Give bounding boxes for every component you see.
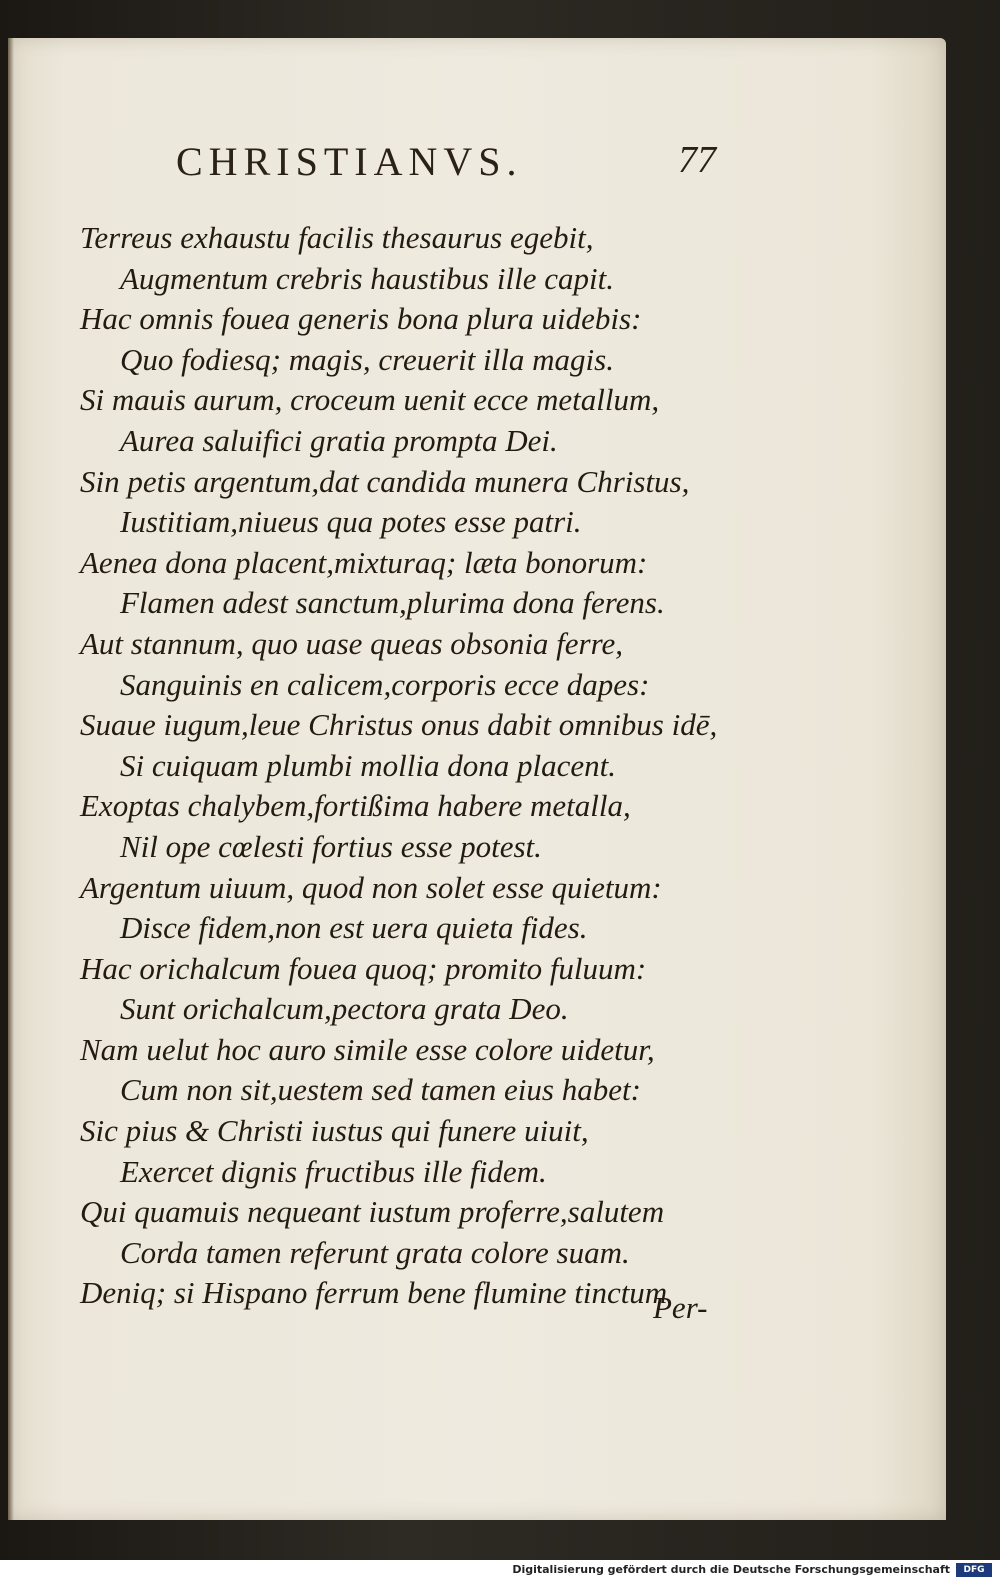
verse-line: Aurea saluifici gratia prompta Dei. bbox=[120, 422, 558, 458]
verse-line: Disce fidem,non est uera quieta fides. bbox=[120, 910, 588, 946]
verse-line: Terreus exhaustu facilis thesaurus egebit, bbox=[80, 220, 594, 255]
verse-list bbox=[8, 218, 946, 1314]
catchword: Per- bbox=[653, 1290, 708, 1325]
dfg-logo: DFG bbox=[956, 1563, 992, 1577]
verse-line: Si cuiquam plumbi mollia dona placent. bbox=[120, 747, 616, 783]
verse-line: Suaue iugum,leue Christus onus dabit omnibus idē, bbox=[80, 707, 718, 743]
verse-line: Nil ope cœlesti fortius esse potest. bbox=[120, 828, 542, 864]
verse-line: Qui quamuis nequeant iustum proferre,salutem bbox=[80, 1194, 665, 1230]
verse-line: Flamen adest sanctum,plurima dona ferens. bbox=[120, 585, 665, 621]
verse-line: Aenea dona placent,mixturaq; læta bonorum: bbox=[80, 544, 648, 580]
verse-line: Sin petis argentum,dat candida munera Christus, bbox=[80, 463, 690, 499]
running-title: CHRISTIANVS. bbox=[176, 139, 523, 184]
verse-line: Hac omnis fouea generis bona plura uidebis: bbox=[80, 301, 642, 337]
verse-line: Hac orichalcum fouea quoq; promito fuluum: bbox=[80, 950, 647, 986]
book-page bbox=[8, 38, 946, 1520]
page-header bbox=[8, 138, 946, 188]
verse-line: Aut stannum, quo uase queas obsonia ferre, bbox=[80, 625, 624, 661]
verse-line: Nam uelut hoc auro simile esse colore uidetur, bbox=[80, 1031, 655, 1067]
verse-line: Corda tamen referunt grata colore suam. bbox=[120, 1234, 630, 1270]
verse-line: Sic pius & Christi iustus qui funere uiuit, bbox=[80, 1113, 589, 1149]
verse-line: Iustitiam,niueus qua potes esse patri. bbox=[120, 504, 582, 540]
verse-line: Quo fodiesq; magis, creuerit illa magis. bbox=[120, 341, 614, 377]
verse-line: Exoptas chalybem,fortißima habere metalla, bbox=[80, 788, 631, 824]
verse-line: Augmentum crebris haustibus ille capit. bbox=[120, 260, 614, 296]
funding-credit: Digitalisierung gefördert durch die Deutsche Forschungsgemeinschaft bbox=[512, 1563, 950, 1576]
verse-line: Argentum uiuum, quod non solet esse quietum: bbox=[80, 869, 662, 905]
verse-line: Sanguinis en calicem,corporis ecce dapes: bbox=[120, 666, 650, 702]
folio-number: 77 bbox=[678, 139, 716, 181]
verse-line: Exercet dignis fructibus ille fidem. bbox=[120, 1153, 547, 1189]
footer-bar bbox=[0, 1560, 1000, 1581]
verse-line: Deniq; si Hispano ferrum bene flumine tinctum bbox=[80, 1275, 668, 1311]
verse-line: Si mauis aurum, croceum uenit ecce metallum, bbox=[80, 382, 660, 418]
verse-line: Cum non sit,uestem sed tamen eius habet: bbox=[120, 1072, 641, 1108]
verse-line: Sunt orichalcum,pectora grata Deo. bbox=[120, 991, 569, 1027]
